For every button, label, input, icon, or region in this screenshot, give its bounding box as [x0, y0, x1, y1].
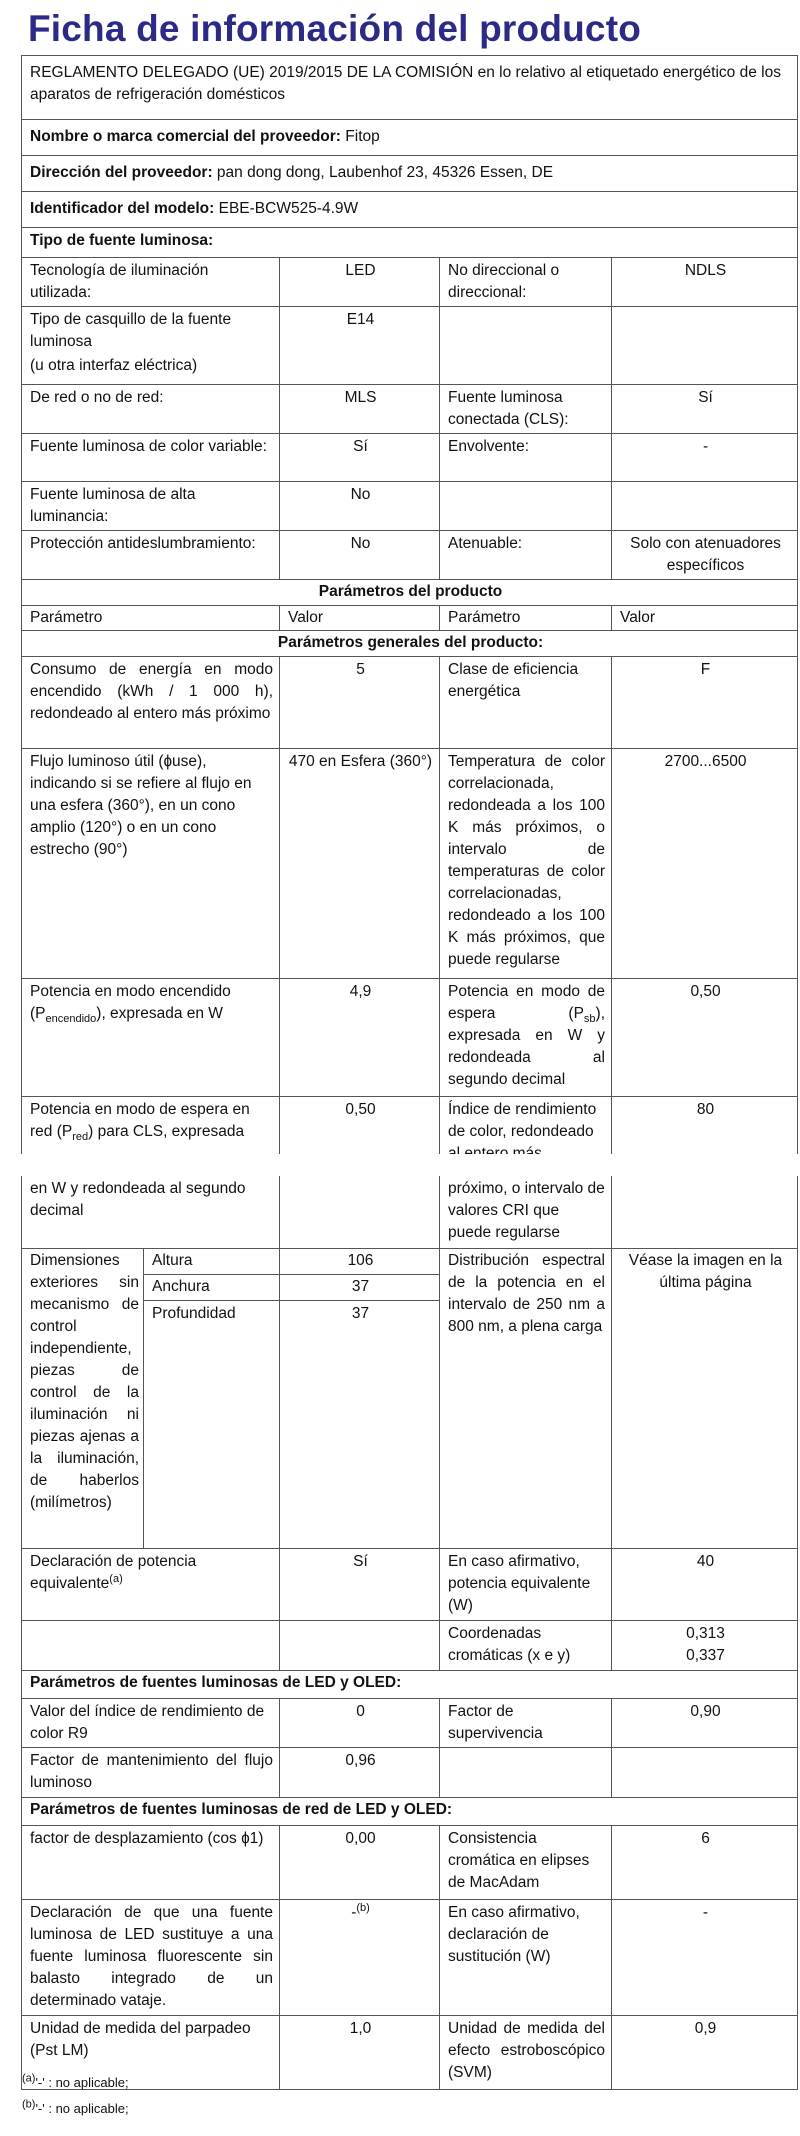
maintenance-value: 0,96 [280, 1747, 440, 1797]
mains-value: MLS [280, 385, 440, 434]
luminous-flux-label: Flujo luminoso útil (ɸuse), indicando si se refiere al flujo en una esfera (360°), en un cono amplio (120°) o en un cono estrecho (90°) [22, 749, 280, 979]
chromaticity-value [612, 1620, 798, 1670]
directional-label: No direccional o direccional: [440, 258, 612, 307]
cap-type-label-main: Tipo de casquillo de la fuente luminosa [30, 311, 232, 350]
depth-value: 37 [280, 1300, 440, 1548]
stroboscopic-label: Unidad de medida del efecto estroboscópico (SVM) [440, 2015, 612, 2089]
supplier-row [22, 120, 798, 156]
chromaticity-y: 0,337 [686, 1646, 725, 1664]
footnote-b-mark: (b) [22, 2098, 36, 2111]
chromaticity-label: Coordenadas cromáticas (x e y) [440, 1620, 612, 1670]
dimmable-label: Atenuable: [440, 531, 612, 580]
maintenance-label: Factor de mantenimiento del flujo luminoso [22, 1747, 280, 1797]
tech-value: LED [280, 258, 440, 307]
energy-consumption-label: Consumo de energía en modo encendido (kWh / 1 000 h), redondeado al entero más próximo [22, 657, 280, 749]
footnote-a-mark: (a) [22, 2072, 36, 2085]
cls-value: Sí [612, 385, 798, 434]
envelope-label: Envolvente: [440, 434, 612, 482]
color-variable-label: Fuente luminosa de color variable: [22, 434, 280, 482]
led-oled-mains-heading: Parámetros de fuentes luminosas de red de LED y OLED: [22, 1797, 798, 1825]
empty-cell [440, 1747, 612, 1797]
footnote-a-text: '-' : no aplicable; [35, 2075, 129, 2090]
directional-value: NDLS [612, 258, 798, 307]
address-label: Dirección del proveedor: [30, 164, 213, 181]
high-luminance-value: No [280, 482, 440, 531]
supplier-label: Nombre o marca comercial del proveedor: [30, 128, 341, 145]
height-value: 106 [280, 1248, 440, 1274]
r9-label: Valor del índice de rendimiento de color R9 [22, 1698, 280, 1747]
page-title: Ficha de información del producto [28, 8, 642, 49]
address-value: pan dong dong, Laubenhof 23, 45326 Essen, DE [216, 164, 554, 181]
network-standby-label: Potencia en modo de espera en red $(P_{red})$ para CLS, expresada [22, 1097, 280, 1168]
efficiency-class-label: Clase de eficiencia energética [440, 657, 612, 749]
chromaticity-x: 0,313 [686, 1624, 725, 1642]
replacement-label: En caso afirmativo, declaración de sustitución (W) [440, 1899, 612, 2015]
col-header-param-2: Parámetro [440, 606, 612, 631]
tech-label: Tecnología de iluminación utilizada: [22, 258, 280, 307]
equiv-power-claim-label: Declaración de potencia equivalente$^{(a)}$ [22, 1548, 280, 1620]
stroboscopic-value: 0,9 [612, 2015, 798, 2089]
empty-cell [612, 482, 798, 531]
color-variable-value: Sí [280, 434, 440, 482]
footnote-b [22, 2100, 129, 2118]
cap-type-label-note: (u otra interfaz eléctrica) [30, 357, 198, 374]
depth-label: Profundidad [144, 1300, 280, 1548]
dimensions-label: Dimensiones exteriores sin mecanismo de control independiente, piezas de control de la iluminación ni piezas ajenas a la iluminación, de haberlos (milímetros) [22, 1248, 144, 1548]
cri-label-cont: próximo, o intervalo de valores CRI que puede regularse [440, 1176, 612, 1248]
flicker-value: 1,0 [280, 2015, 440, 2089]
flicker-label: Unidad de medida del parpadeo (Pst LM) [22, 2015, 280, 2089]
col-header-value: Valor [280, 606, 440, 631]
model-row [22, 192, 798, 228]
equiv-power-label: En caso afirmativo, potencia equivalente (W) [440, 1548, 612, 1620]
equiv-power-claim-value: Sí [280, 1548, 440, 1620]
cri-value: 80 [612, 1097, 798, 1168]
fluorescent-claim-value: -$^{(b)}$ [280, 1899, 440, 2015]
empty-cell [612, 307, 798, 385]
col-header-param: Parámetro [22, 606, 280, 631]
col-header-value-2: Valor [612, 606, 798, 631]
standby-power-label: Potencia en modo de espera $(P_{sb})$, expresada en W y redondeada al segundo decimal [440, 979, 612, 1097]
supplier-value: Fitop [345, 128, 380, 145]
anti-glare-value: No [280, 531, 440, 580]
displacement-label: factor de desplazamiento (cos ɸ1) [22, 1825, 280, 1899]
cap-type-value: E14 [280, 307, 440, 385]
r9-value: 0 [280, 1698, 440, 1747]
anti-glare-label: Protección antideslumbramiento: [22, 531, 280, 580]
empty-cell [440, 482, 612, 531]
on-power-value: 4,9 [280, 979, 440, 1097]
energy-consumption-value: 5 [280, 657, 440, 749]
cri-label: Índice de rendimiento de color, redondeado [440, 1097, 612, 1168]
regulation-text: REGLAMENTO DELEGADO (UE) 2019/2015 DE LA COMISIÓN en lo relativo al etiquetado energético de los aparatos de refrigeración domésticos [22, 56, 798, 120]
macadam-label: Consistencia cromática en elipses de MacAdam [440, 1825, 612, 1899]
color-temperature-label: Temperatura de color correlacionada, redondeada a los 100 K más próximos, o intervalo de temperaturas de color correlacionadas, redondeado a los 100 K más próximos, que puede regularse [440, 749, 612, 979]
product-params-heading: Parámetros del producto [22, 580, 798, 606]
displacement-value: 0,00 [280, 1825, 440, 1899]
page-break-gap [0, 1154, 800, 1176]
spectral-label: Distribución espectral de la potencia en el intervalo de 250 nm a 800 nm, a plena carga [440, 1248, 612, 1548]
standby-power-value: 0,50 [612, 979, 798, 1097]
product-table-lower [21, 1176, 798, 2090]
address-row [22, 156, 798, 192]
empty-cell [612, 1176, 798, 1248]
empty-cell [440, 307, 612, 385]
empty-cell [280, 1620, 440, 1670]
spectral-value: Véase la imagen en la última página [612, 1248, 798, 1548]
empty-cell [280, 1176, 440, 1248]
cap-type-label [22, 307, 280, 385]
general-params-heading: Parámetros generales del producto: [22, 631, 798, 657]
footnote-a [22, 2074, 129, 2092]
efficiency-class-value: F [612, 657, 798, 749]
survival-label: Factor de supervivencia [440, 1698, 612, 1747]
model-label: Identificador del modelo: [30, 200, 215, 217]
color-temperature-value: 2700...6500 [612, 749, 798, 979]
network-standby-label-cont: en W y redondeada al segundo decimal [22, 1176, 280, 1248]
cls-label: Fuente luminosa conectada (CLS): [440, 385, 612, 434]
height-label: Altura [144, 1248, 280, 1274]
width-value: 37 [280, 1274, 440, 1300]
survival-value: 0,90 [612, 1698, 798, 1747]
led-oled-heading: Parámetros de fuentes luminosas de LED y OLED: [22, 1670, 798, 1698]
dimmable-value: Solo con atenuadores específicos [612, 531, 798, 580]
luminous-flux-value: 470 en Esfera (360°) [280, 749, 440, 979]
high-luminance-label: Fuente luminosa de alta luminancia: [22, 482, 280, 531]
macadam-value: 6 [612, 1825, 798, 1899]
network-standby-value: 0,50 [280, 1097, 440, 1168]
fluorescent-claim-label: Declaración de que una fuente luminosa de LED sustituye a una fuente luminosa fluorescente sin balasto integrado de un determinado vataje. [22, 1899, 280, 2015]
footnote-b-text: '-' : no aplicable; [35, 2101, 129, 2116]
envelope-value: - [612, 434, 798, 482]
replacement-value: - [612, 1899, 798, 2015]
model-value: EBE-BCW525-4.9W [218, 200, 359, 217]
width-label: Anchura [144, 1274, 280, 1300]
empty-cell [22, 1620, 280, 1670]
mains-label: De red o no de red: [22, 385, 280, 434]
light-source-type-heading: Tipo de fuente luminosa: [22, 228, 798, 258]
empty-cell [612, 1747, 798, 1797]
on-power-label: Potencia en modo encendido $(P_{encendido})$, expresada en W [22, 979, 280, 1097]
product-table-upper [21, 55, 798, 1168]
equiv-power-value: 40 [612, 1548, 798, 1620]
